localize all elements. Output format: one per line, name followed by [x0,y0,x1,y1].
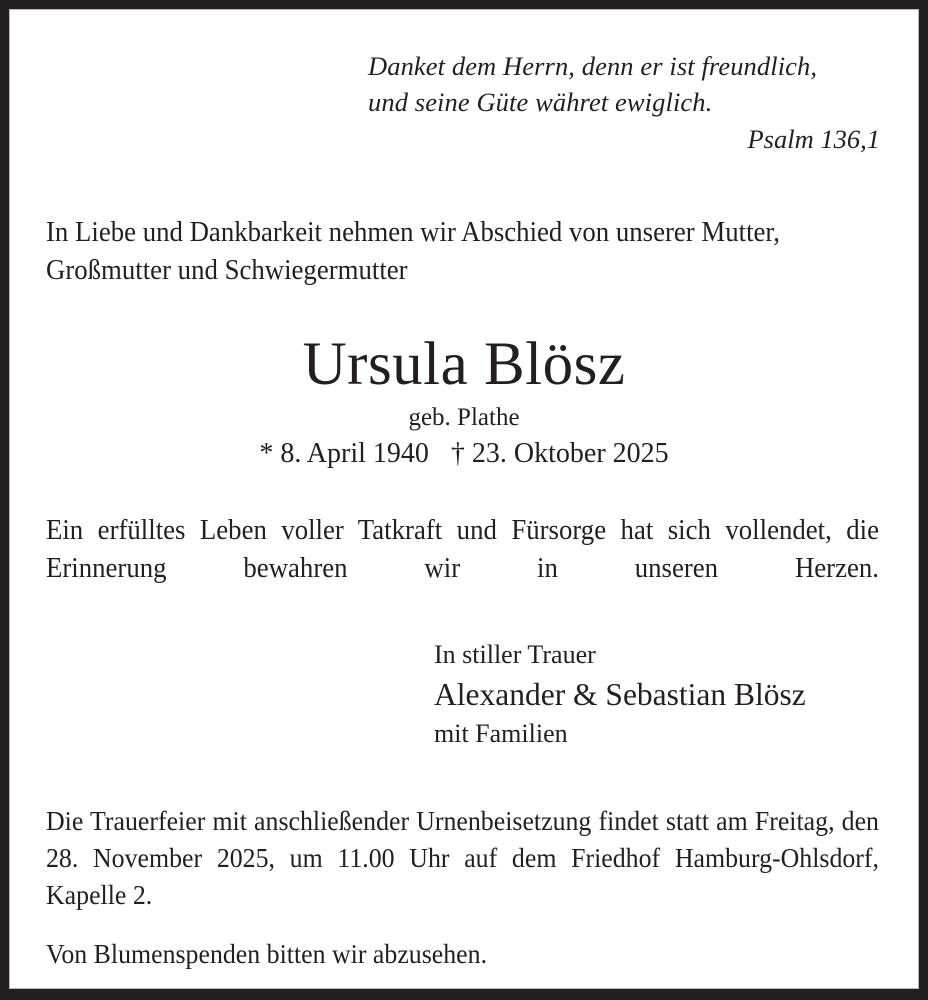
mourners-suffix: mit Familien [434,719,568,748]
epigraph-source: Psalm 136,1 [747,124,880,154]
epigraph-block [46,10,882,158]
epigraph-line-2: und seine Güte währet ewiglich. [368,87,713,117]
flowers-note: Von Blumenspenden bitten wir abzusehen. [46,938,488,969]
page-title: Ursula Blösz [302,331,626,398]
eulogy-text: Ein erfülltes Leben voller Tatkraft und Fürsorge hat sich vollendet, die Erinnerung bewahren wir in unseren Herzen. [46,515,879,584]
deceased-name-block [46,290,882,472]
life-dates [46,434,882,472]
obituary-notice [9,9,919,989]
intro-text: In Liebe und Dankbarkeit nehmen wir Abschied von unserer Mutter, Großmutter und Schwiegermutter [46,217,780,286]
birth-star-icon: * [259,438,274,469]
mourners-names: Alexander & Sebastian Blösz [434,677,806,712]
death-date: 23. Oktober 2025 [471,438,669,469]
mourners-block [46,588,882,752]
service-details: Die Trauerfeier mit anschließender Urnenbeisetzung findet statt am Freitag, den 28. November 2025, um 11.00 Uhr auf dem Friedhof Hamburg-Ohlsdorf, Kapelle 2. [46,805,879,910]
birth-date: 8. April 1940 [280,438,429,469]
maiden-name: geb. Plathe [408,404,520,431]
epigraph-line-1: Danket dem Herrn, denn er ist freundlich, [368,51,818,81]
mourners-lead: In stiller Trauer [434,640,596,669]
death-cross-icon: † [450,438,465,469]
